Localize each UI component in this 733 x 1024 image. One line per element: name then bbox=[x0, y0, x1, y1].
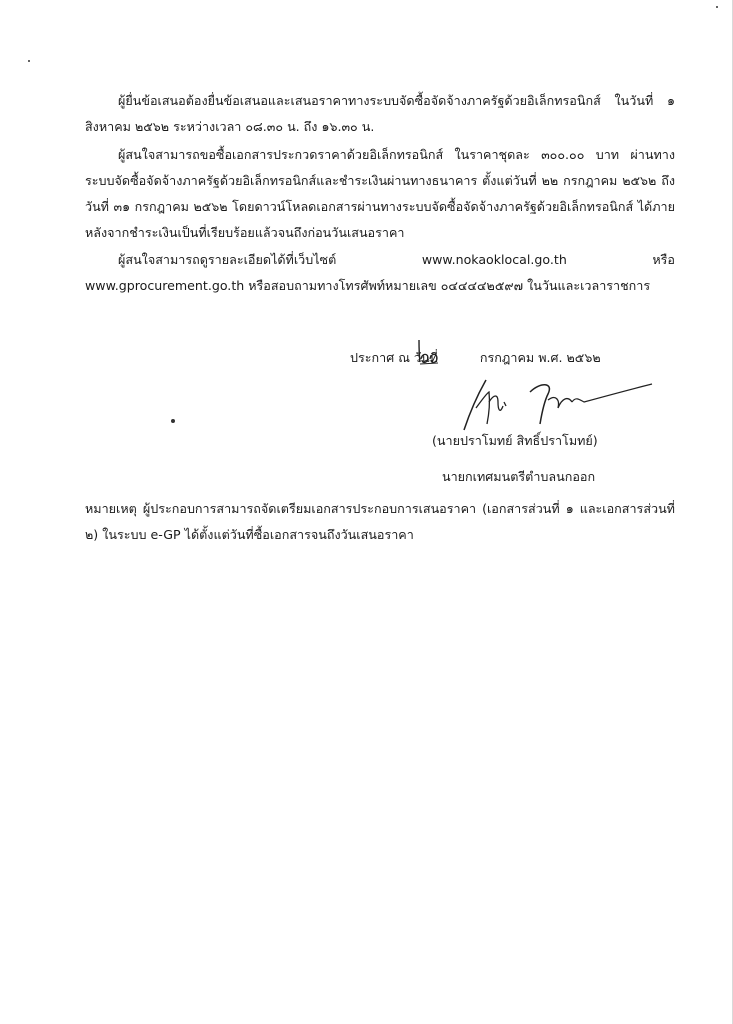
announcement-month-year: กรกฎาคม พ.ศ. ๒๕๖๒ bbox=[479, 350, 601, 365]
signatory-position: นายกเทศมนตรีตำบลนกออก bbox=[442, 469, 596, 484]
signature bbox=[456, 372, 656, 436]
bid-submission-paragraph: ผู้ยื่นข้อเสนอต้องยื่นข้อเสนอและเสนอราคาทางระบบจัดซื้อจัดจ้างภาครัฐด้วยอิเล็กทรอนิกส์ ในวันที่ ๑ สิงหาคม ๒๕๖๒ ระหว่างเวลา ๐๘.๓๐ น. ถึง ๑๖.๓๐ น. bbox=[85, 93, 675, 134]
signatory-name: (นายปราโมทย์ สิทธิ์ปราโมทย์) bbox=[432, 433, 598, 448]
scan-speck bbox=[28, 60, 30, 62]
scan-speck bbox=[171, 419, 175, 423]
announcement-date bbox=[350, 345, 601, 371]
handwritten-day bbox=[416, 336, 442, 370]
scan-speck bbox=[716, 6, 718, 8]
document-purchase-paragraph: ผู้สนใจสามารถขอซื้อเอกสารประกวดราคาด้วยอิเล็กทรอนิกส์ ในราคาชุดละ ๓๐๐.๐๐ บาท ผ่านทางระบบจัดซื้อจัดจ้างภาครัฐด้วยอิเล็กทรอนิกส์และชำระเงินผ่านทางธนาคาร ตั้งแต่วันที่ ๒๒ กรกฎาคม ๒๕๖๒ ถึงวันที่ ๓๑ กรกฎาคม ๒๕๖๒ โดยดาวน์โหลดเอกสารผ่านทางระบบจัดซื้อจัดจ้างภาครัฐด้วยอิเล็กทรอนิกส์ ได้ภายหลังจากชำระเงินเป็นที่เรียบร้อยแล้วจนถึงก่อนวันเสนอราคา bbox=[85, 147, 675, 240]
remark-note: หมายเหตุ ผู้ประกอบการสามารถจัดเตรียมเอกสารประกอบการเสนอราคา (เอกสารส่วนที่ ๑ และเอกสารส่วนที่ ๒) ในระบบ e-GP ได้ตั้งแต่วันที่ซื้อเอกสารจนถึงวันเสนอราคา bbox=[85, 501, 675, 542]
contact-info-paragraph: ผู้สนใจสามารถดูรายละเอียดได้ที่เว็บไซต์ www.nokaoklocal.go.th หรือ www.gprocurement.go.th หรือสอบถามทางโทรศัพท์หมายเลข ๐๔๔๔๔๒๕๙๗ ในวันและเวลาราชการ bbox=[85, 252, 675, 293]
announcement-prefix: ประกาศ ณ วันที่ bbox=[350, 350, 438, 365]
